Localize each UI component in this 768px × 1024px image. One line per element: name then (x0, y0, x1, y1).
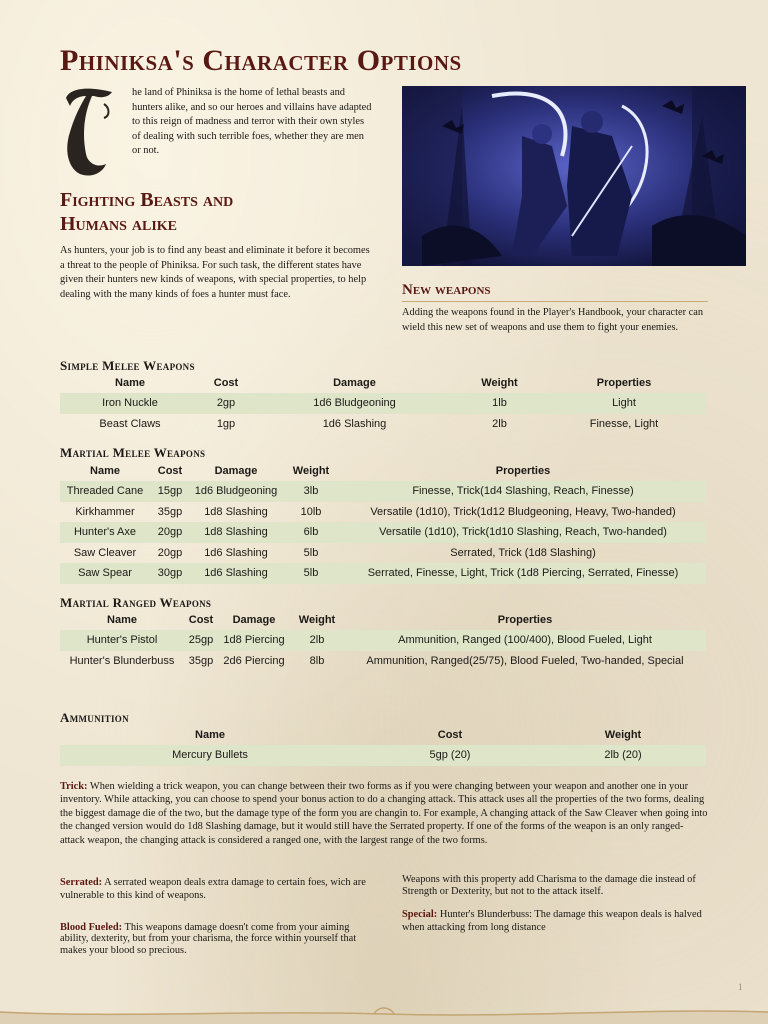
table-header-row: Name Cost Damage Weight Properties (115, 377, 652, 389)
section-heading-new-weapons: New weapons (402, 282, 491, 298)
charisma-note: Weapons with this property add Charisma to the damage die instead of Strength or Dexterity, but not to the attack itself. (402, 874, 696, 897)
blood-fueled-rule: Blood Fueled: This weapons damage doesn't come from your aiming ability, dexterity, but from your charisma, the force within yourself that makes your blood so precious. (60, 922, 357, 956)
table-row: Kirkhammer 35gp 1d8 Slashing 10lb Versatile (1d10), Trick(1d12 Bludgeoning, Heavy, Two-handed) (75, 505, 676, 518)
section-heading-fighting: Fighting Beasts and Humans alike (60, 189, 234, 235)
table-title-simple-melee: Simple Melee Weapons (60, 358, 195, 373)
footer-ornament (0, 990, 768, 1024)
table-header-row: Name Cost Weight (195, 729, 642, 741)
table-header-row: Name Cost Damage Weight Properties (107, 614, 553, 626)
table-title-martial-melee: Martial Melee Weapons (60, 445, 206, 460)
intro-text: he land of Phiniksa is the home of lethal beasts and hunters alike, and so our heroes and villains have adapted to this reign of madness and terror with their own styles of dealing with such terrible foes, whether they are men or not. (132, 87, 372, 157)
new-weapons-text: Adding the weapons found in the Player's Handbook, your character can wield this new set of weapons and use them to fight your enemies. (402, 307, 704, 333)
table-row: Hunter's Axe 20gp 1d8 Slashing 6lb Versatile (1d10), Trick(1d10 Slashing, Reach, Two-handed) (60, 522, 706, 543)
table-title-ammunition: Ammunition (60, 710, 129, 725)
table-title-martial-ranged: Martial Ranged Weapons (60, 595, 212, 610)
fighting-text: As hunters, your job is to find any beast and eliminate it before it becomes a threat to the people of Phiniksa. For such task, the different states have given their hunters new kinds of weapons, with special properties, to help dealing with the many kinds of foes a hunter must face. (60, 245, 370, 300)
martial-melee-table (60, 461, 706, 584)
table-row: Threaded Cane 15gp 1d6 Bludgeoning 3lb Finesse, Trick(1d4 Slashing, Reach, Finesse) (60, 481, 706, 502)
ammunition-table (60, 725, 706, 766)
table-row: Mercury Bullets 5gp (20) 2lb (20) (60, 745, 706, 766)
trick-rule: Trick: When wielding a trick weapon, you can change between their two forms as if you were changing between your weapon and another one in your inventory. While attacking, you can choose to spend your bonus action to do a changing attack. This attack uses all the properties of the two forms, dealing the biggest damage die of the two, but the damage type of the form you are changin to. For example, A changing attack of the Saw Cleaver when going into the changed version would do 1d8 Slashing damage, but it would still have the Serrated property. If one of the forms of the weapon is an only ranged-attack weapon, the changing attack is considered a ranged one, with the largest range of the two forms. (60, 781, 708, 846)
heading-rule (402, 301, 708, 302)
table-header-row: Name Cost Damage Weight Properties (90, 465, 551, 477)
table-row: Hunter's Pistol 25gp 1d8 Piercing 2lb Ammunition, Ranged (100/400), Blood Fueled, Light (60, 630, 706, 651)
table-row: Beast Claws 1gp 1d6 Slashing 2lb Finesse, Light (99, 417, 659, 430)
table-row: Saw Spear 30gp 1d6 Slashing 5lb Serrated, Finesse, Light, Trick (1d8 Piercing, Serrated, Finesse) (60, 563, 706, 584)
simple-melee-table (60, 373, 706, 434)
table-row: Hunter's Blunderbuss 35gp 2d6 Piercing 8lb Ammunition, Ranged(25/75), Blood Fueled, Two-handed, Special (69, 654, 684, 667)
page-title: Phiniksa's Character Options (60, 44, 462, 77)
martial-ranged-table (60, 610, 706, 671)
page-number: 1 (738, 982, 743, 992)
special-rule: Special: Hunter's Blunderbuss: The damage this weapon deals is halved when attacking from long distance (402, 909, 702, 934)
dropcap-letter (60, 84, 118, 180)
hunters-artwork (402, 86, 746, 266)
table-row: Saw Cleaver 20gp 1d6 Slashing 5lb Serrated, Trick (1d8 Slashing) (73, 546, 596, 559)
serrated-rule: Serrated: A serrated weapon deals extra damage to certain foes, wich are vulnerable to this kind of weapons. (60, 877, 366, 902)
table-row: Iron Nuckle 2gp 1d6 Bludgeoning 1lb Light (60, 393, 706, 414)
